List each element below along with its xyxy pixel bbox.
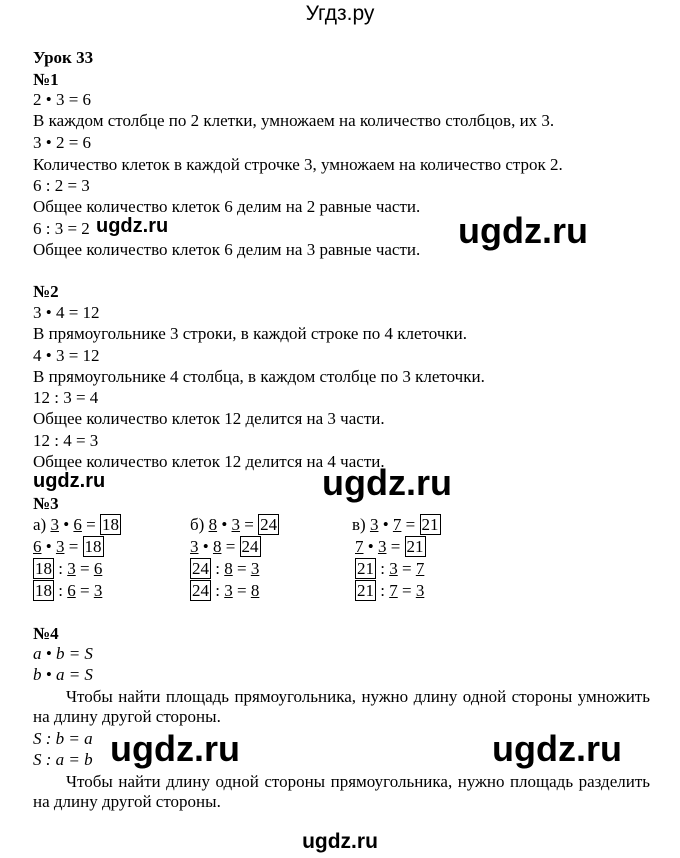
task2-line: 12 : 3 = 4 — [33, 388, 99, 407]
site-header: Угдз.ру — [305, 2, 375, 25]
task3-eq: 18 : 3 = 6 — [35, 559, 103, 578]
task3-eq: 7 • 3 = 21 — [355, 537, 424, 556]
task2-line: В прямоугольнике 3 строки, в каждой строке по 4 клеточки. — [33, 324, 467, 343]
task4-formula: S : a = b — [33, 750, 93, 769]
task4-formula: b • a = S — [33, 665, 93, 684]
task3-eq: 21 : 7 = 3 — [357, 581, 425, 600]
task4-formula: a • b = S — [33, 644, 93, 663]
task3-eq: 21 : 3 = 7 — [357, 559, 425, 578]
task3-label: №3 — [33, 494, 59, 513]
watermark: ugdz.ru — [110, 728, 240, 769]
task3-eq: а) 3 • 6 = 18 — [33, 515, 120, 534]
lesson-title: Урок 33 — [33, 48, 94, 67]
task3-eq: 3 • 8 = 24 — [190, 537, 259, 556]
task1-line: Количество клеток в каждой строчке 3, умножаем на количество строк 2. — [33, 155, 563, 174]
task2-line: 3 • 4 = 12 — [33, 303, 100, 322]
task2-label: №2 — [33, 282, 59, 301]
task3-eq: 6 • 3 = 18 — [33, 537, 102, 556]
task1-line: 3 • 2 = 6 — [33, 133, 92, 152]
task2-line: 12 : 4 = 3 — [33, 431, 99, 450]
task3-eq: в) 3 • 7 = 21 — [352, 515, 439, 534]
task1-label: №1 — [33, 70, 59, 89]
task4-paragraph: Чтобы найти длину одной стороны прямоугольника, нужно площадь разделить на длину другой стороны. — [33, 772, 650, 811]
watermark: ugdz.ru — [33, 470, 106, 492]
task4-paragraph: Чтобы найти площадь прямоугольника, нужно длину одной стороны умножить на длину другой стороны. — [33, 687, 650, 726]
task3-eq: 24 : 8 = 3 — [192, 559, 260, 578]
task1-line: 6 : 2 = 3 — [33, 176, 90, 195]
task3-eq: б) 8 • 3 = 24 — [190, 515, 278, 534]
watermark: ugdz.ru — [458, 210, 588, 251]
task3-eq: 24 : 3 = 8 — [192, 581, 260, 600]
task1-line: 6 : 3 = 2 — [33, 219, 90, 238]
task2-line: Общее количество клеток 12 делится на 4 части. — [33, 452, 385, 471]
watermark: ugdz.ru — [322, 462, 452, 503]
task2-line: В прямоугольнике 4 столбца, в каждом столбце по 3 клеточки. — [33, 367, 485, 386]
footer-watermark: ugdz.ru — [302, 830, 378, 853]
task1-line: 2 • 3 = 6 — [33, 90, 92, 109]
task1-line: Общее количество клеток 6 делим на 2 равные части. — [33, 197, 421, 216]
task1-line: Общее количество клеток 6 делим на 3 равные части. — [33, 240, 421, 259]
task1-line: В каждом столбце по 2 клетки, умножаем на количество столбцов, их 3. — [33, 111, 555, 130]
watermark: ugdz.ru — [492, 728, 622, 769]
watermark: ugdz.ru — [96, 215, 169, 237]
task2-line: Общее количество клеток 12 делится на 3 части. — [33, 409, 385, 428]
task4-formula: S : b = a — [33, 729, 93, 748]
task4-label: №4 — [33, 624, 59, 643]
task3-eq: 18 : 6 = 3 — [35, 581, 103, 600]
task2-line: 4 • 3 = 12 — [33, 346, 100, 365]
